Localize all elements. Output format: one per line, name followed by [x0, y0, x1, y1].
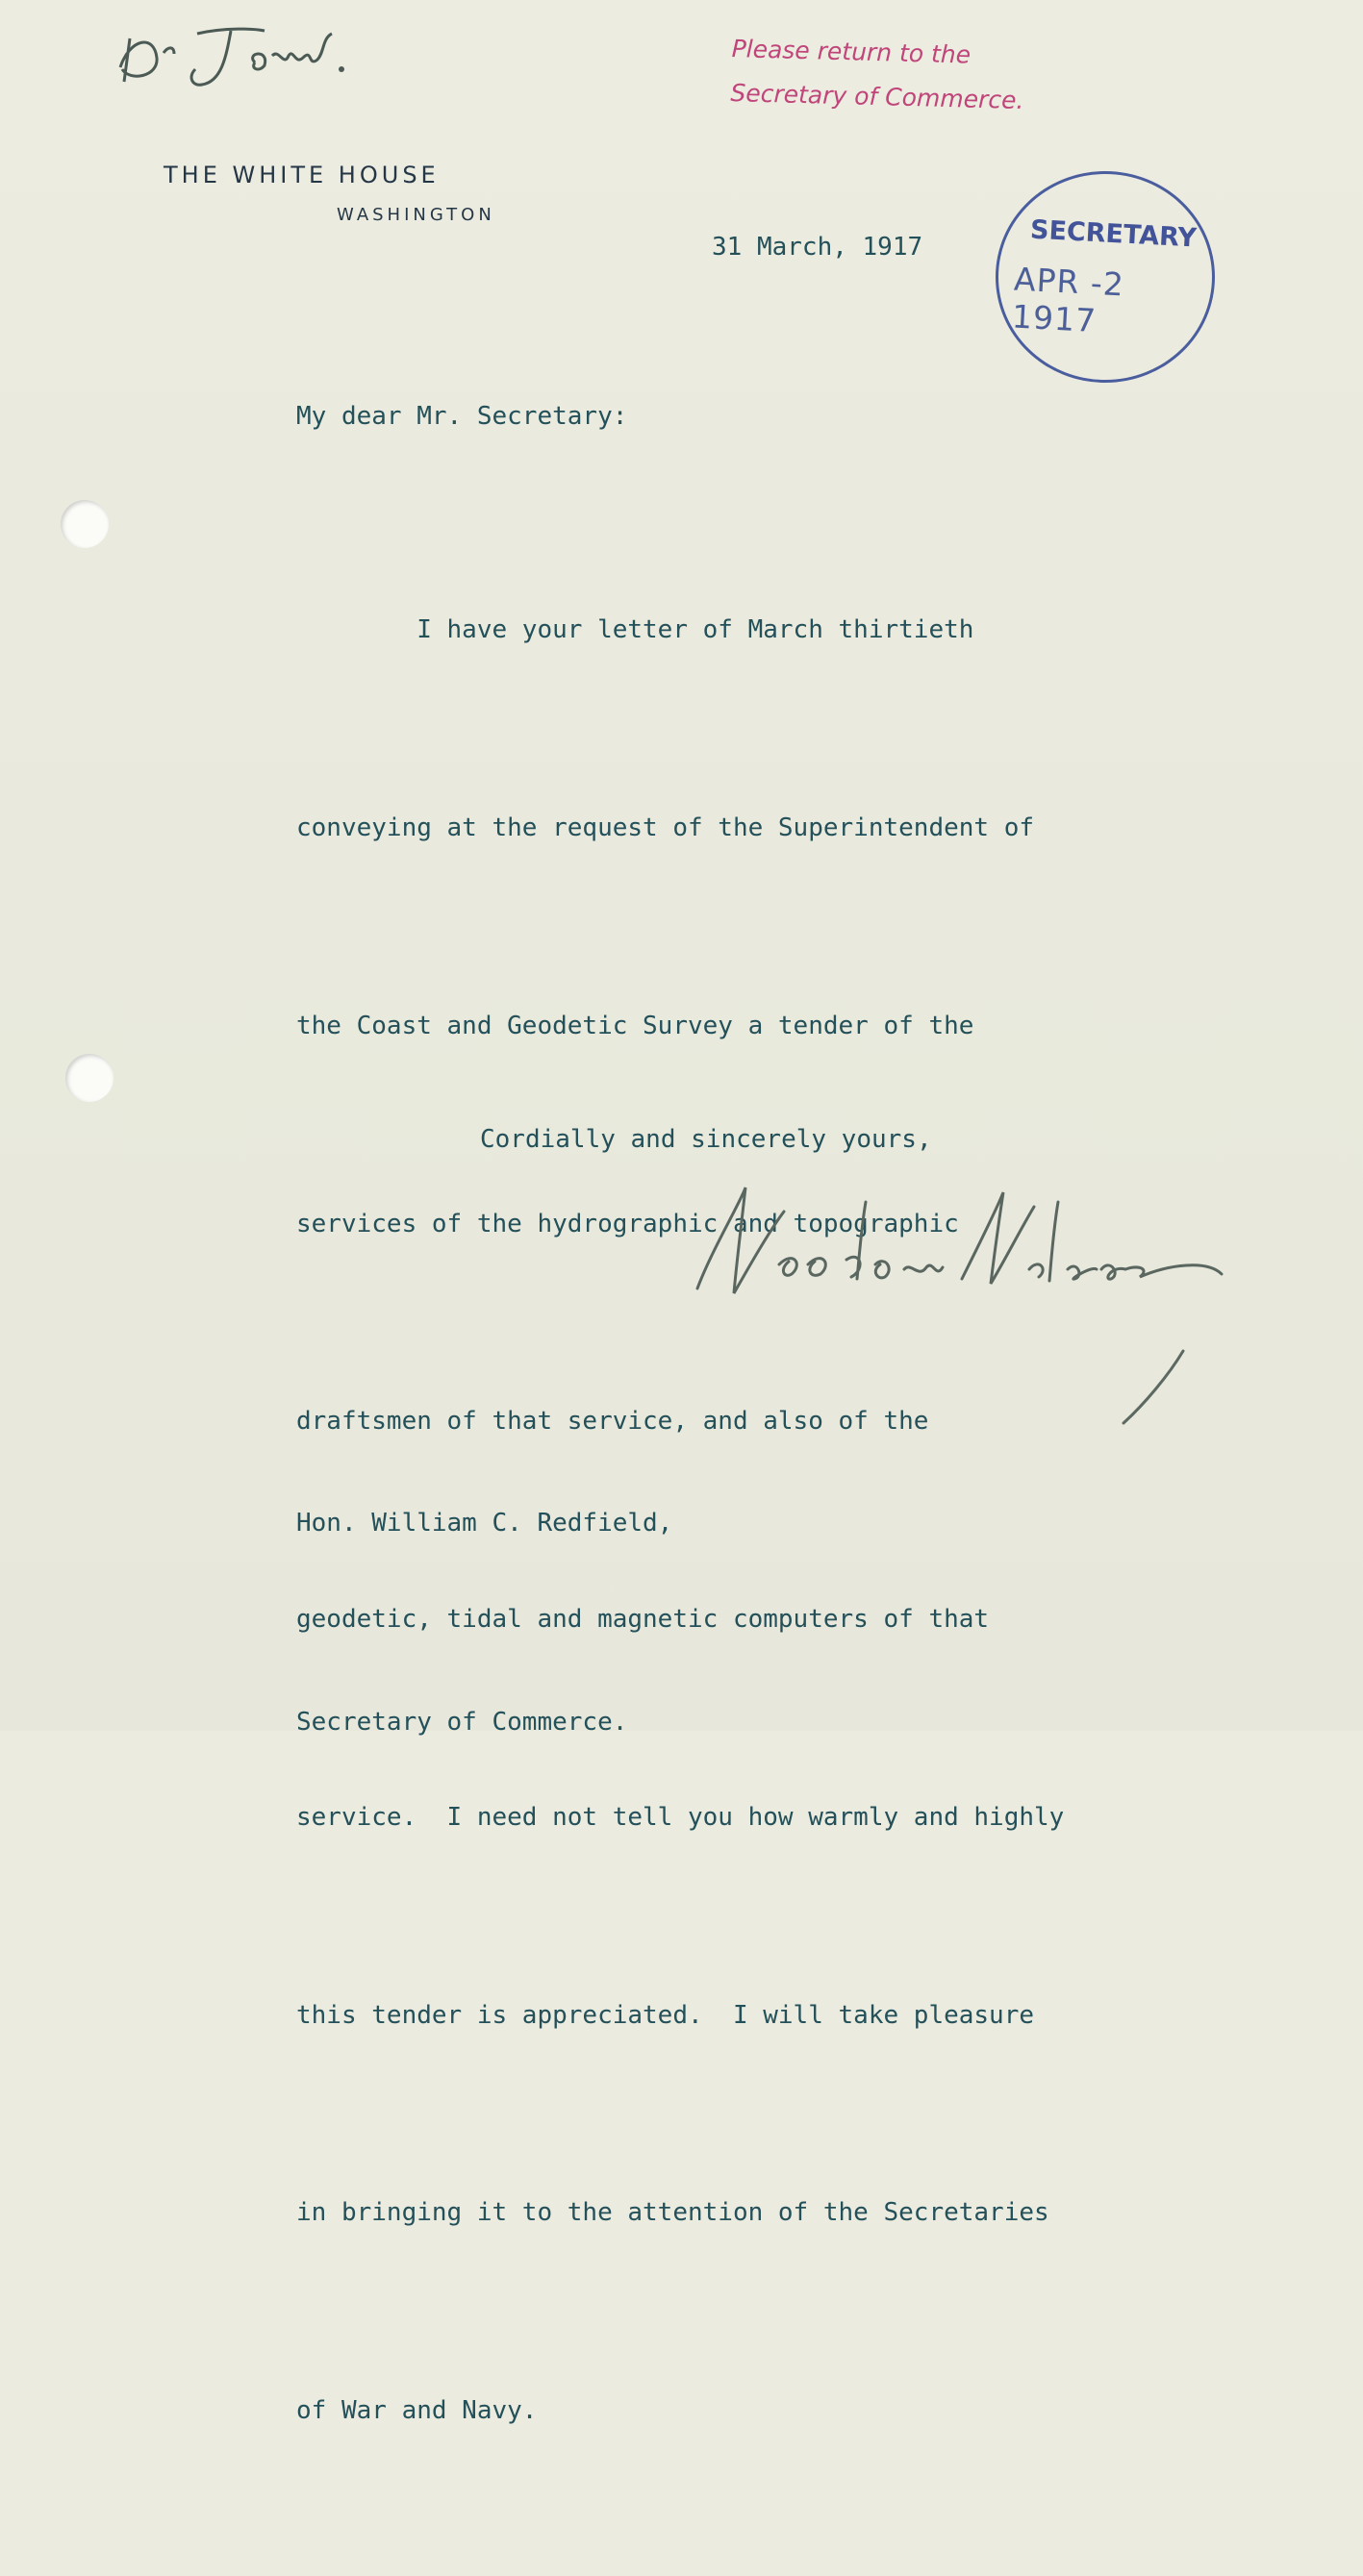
received-stamp-date: APR -2 1917 [1011, 260, 1125, 340]
return-stamp-line-2: Secretary of Commerce. [730, 79, 1024, 114]
pencil-mark [1116, 1346, 1193, 1428]
body-line: draftsmen of that service, and also of the [296, 1407, 929, 1437]
body-line: of War and Navy. [296, 2396, 538, 2426]
body-line: in bringing it to the attention of the Secretaries [296, 2198, 1049, 2228]
letterhead-title: THE WHITE HOUSE [164, 162, 440, 188]
received-stamp-office: SECRETARY [1029, 214, 1198, 254]
body-line: conveying at the request of the Superintendent of [296, 813, 1035, 842]
body-line: service. I need not tell you how warmly and highly [296, 1802, 1065, 1832]
letterhead-city: WASHINGTON [337, 205, 495, 225]
body-line: I have your letter of March thirtieth [296, 615, 974, 645]
body-line: services of the hydrographic and topographic [296, 1209, 959, 1238]
body-line: this tender is appreciated. I will take pleasure [296, 2000, 1035, 2030]
body-line: geodetic, tidal and magnetic computers of that [296, 1605, 990, 1635]
return-stamp [730, 27, 1025, 123]
signature [688, 1173, 1226, 1317]
punch-hole-top [61, 500, 109, 548]
addressee-name: Hon. William C. Redfield, [296, 1509, 673, 1538]
body-line: the Coast and Geodetic Survey a tender of the [296, 1011, 974, 1040]
handwritten-note [111, 10, 351, 96]
letter-date: 31 March, 1917 [712, 233, 923, 262]
punch-hole-bottom [65, 1054, 114, 1102]
closing: Cordially and sincerely yours, [480, 1125, 932, 1154]
salutation: My dear Mr. Secretary: [296, 402, 628, 431]
return-stamp-line-1: Please return to the [731, 35, 972, 69]
received-stamp [996, 171, 1217, 385]
addressee [296, 1358, 672, 1888]
addressee-title: Secretary of Commerce. [296, 1708, 628, 1737]
